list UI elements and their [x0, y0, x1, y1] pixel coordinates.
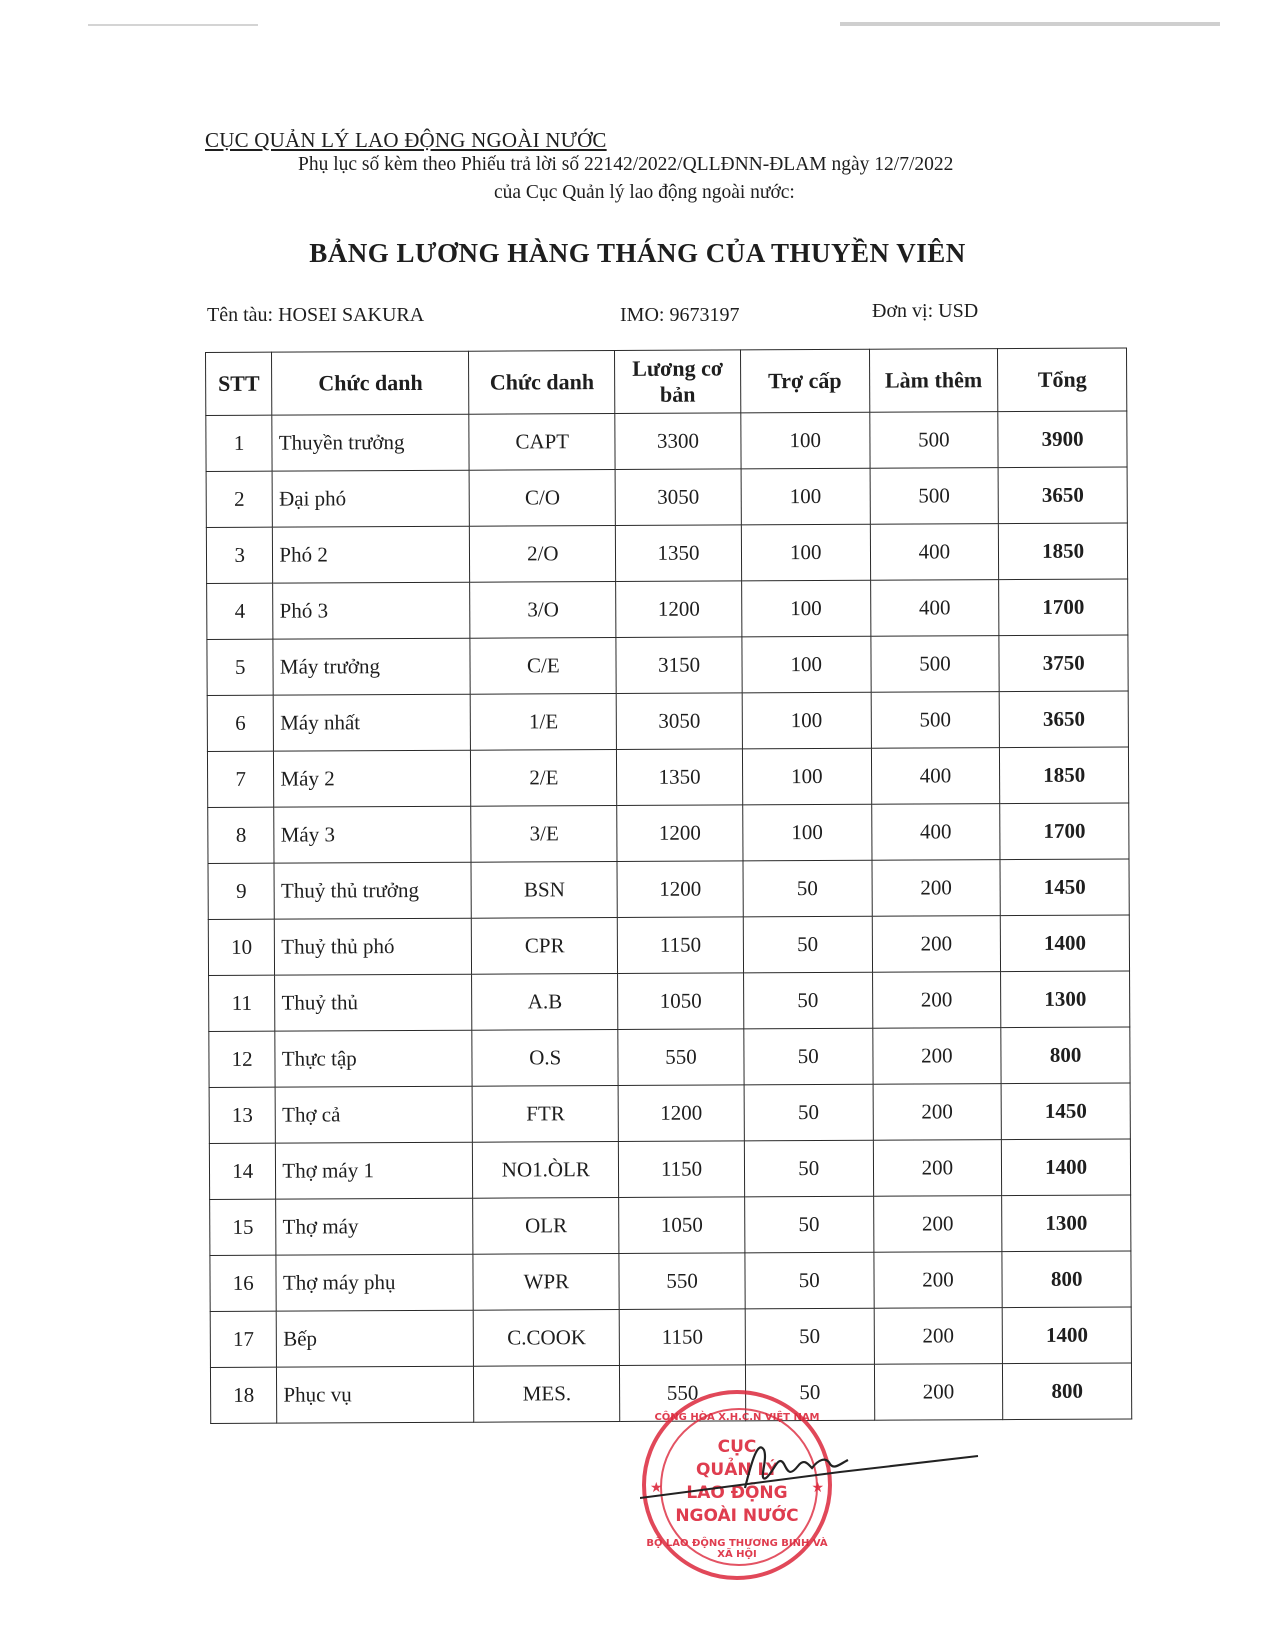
cell-total: 1700 [1000, 803, 1129, 860]
salary-table [205, 347, 1132, 1423]
cell-stt: 8 [208, 807, 275, 863]
table-row [209, 1083, 1130, 1144]
cell-allowance: 50 [743, 916, 872, 973]
appendix-line-2: của Cục Quản lý lao động ngoài nước: [494, 182, 795, 203]
cell-overtime: 500 [870, 636, 999, 693]
table-row [210, 1195, 1131, 1256]
table-row [208, 915, 1129, 976]
seal-star-icon: ★ [650, 1481, 663, 1496]
table-row [210, 1251, 1131, 1312]
cell-position-vn: Đại phó [272, 470, 469, 527]
cell-allowance: 50 [744, 1028, 873, 1085]
cell-basic-salary: 550 [620, 1365, 746, 1422]
cell-stt: 4 [207, 583, 274, 639]
cell-position-vn: Thuỷ thủ trưởng [274, 862, 471, 919]
cell-allowance: 100 [743, 804, 872, 861]
cell-allowance: 50 [744, 1084, 873, 1141]
cell-position-code: C/O [470, 469, 616, 526]
cell-overtime: 200 [872, 916, 1001, 973]
cell-basic-salary: 1050 [619, 1197, 745, 1254]
cell-position-code: 2/E [471, 749, 617, 806]
cell-total: 800 [1002, 1251, 1131, 1308]
imo-number: IMO: 9673197 [620, 304, 740, 326]
header-stt: STT [206, 352, 273, 415]
cell-total: 1850 [999, 523, 1128, 580]
table-row [206, 467, 1127, 528]
table-row [206, 523, 1127, 584]
cell-overtime: 200 [874, 1308, 1003, 1365]
cell-overtime: 200 [873, 1252, 1002, 1309]
cell-overtime: 500 [871, 692, 1000, 749]
cell-stt: 2 [206, 471, 273, 527]
cell-basic-salary: 1350 [616, 525, 742, 582]
cell-position-vn: Máy 3 [274, 806, 471, 863]
cell-basic-salary: 1150 [617, 917, 743, 974]
cell-overtime: 500 [869, 412, 998, 469]
table-row [207, 691, 1128, 752]
cell-position-vn: Thuỷ thủ phó [275, 918, 472, 975]
cell-overtime: 400 [871, 748, 1000, 805]
cell-overtime: 400 [870, 524, 999, 581]
cell-overtime: 200 [872, 1028, 1001, 1085]
appendix-line-1: Phụ lục số kèm theo Phiếu trả lời số 22142/2022/QLLĐNN-ĐLAM ngày 12/7/2022 [298, 154, 954, 175]
cell-allowance: 50 [745, 1196, 874, 1253]
seal-line: QUẢN LÝ [695, 1460, 779, 1480]
salary-table-body [206, 411, 1132, 1423]
table-row [210, 1307, 1131, 1368]
cell-basic-salary: 3050 [615, 469, 741, 526]
cell-position-code: A.B [472, 973, 618, 1030]
cell-stt: 1 [206, 415, 273, 471]
cell-total: 800 [1003, 1363, 1132, 1420]
ship-name: Tên tàu: HOSEI SAKURA [207, 304, 425, 326]
seal-line: LAO ĐỘNG [686, 1483, 788, 1503]
cell-overtime: 400 [871, 804, 1000, 861]
table-row [206, 411, 1127, 472]
cell-total: 1850 [1000, 747, 1129, 804]
agency-name: CỤC QUẢN LÝ LAO ĐỘNG NGOÀI NƯỚC [205, 128, 607, 152]
cell-stt: 11 [209, 975, 276, 1031]
cell-position-code: CPR [472, 917, 618, 974]
cell-position-vn: Thuyền trưởng [272, 414, 469, 471]
cell-allowance: 100 [741, 468, 870, 525]
cell-position-vn: Máy trưởng [273, 638, 470, 695]
cell-basic-salary: 1200 [618, 1085, 744, 1142]
cell-total: 1300 [1001, 971, 1130, 1028]
cell-allowance: 100 [742, 748, 871, 805]
cell-basic-salary: 550 [619, 1253, 745, 1310]
signature [640, 1420, 980, 1510]
scan-edge-right [840, 22, 1220, 26]
cell-position-vn: Phục vụ [277, 1366, 474, 1423]
cell-overtime: 200 [873, 1084, 1002, 1141]
cell-position-vn: Thuỷ thủ [275, 974, 472, 1031]
cell-basic-salary: 1200 [617, 861, 743, 918]
cell-stt: 13 [209, 1087, 276, 1143]
cell-stt: 16 [210, 1255, 277, 1311]
header-position-code: Chức danh [469, 350, 615, 414]
cell-stt: 12 [209, 1031, 276, 1087]
cell-position-vn: Thực tập [275, 1030, 472, 1087]
cell-position-code: C.COOK [474, 1309, 620, 1366]
cell-stt: 7 [207, 751, 274, 807]
cell-total: 3650 [999, 691, 1128, 748]
cell-total: 1450 [1001, 1083, 1130, 1140]
header-basic-salary: Lương cơ bản [615, 350, 741, 414]
cell-basic-salary: 550 [618, 1029, 744, 1086]
cell-position-code: C/E [470, 637, 616, 694]
cell-total: 1450 [1000, 859, 1129, 916]
cell-basic-salary: 3050 [616, 693, 742, 750]
header-total: Tổng [998, 348, 1127, 412]
cell-overtime: 200 [873, 1196, 1002, 1253]
cell-total: 3650 [998, 467, 1127, 524]
table-row [209, 971, 1130, 1032]
seal-star-icon: ★ [811, 1481, 824, 1496]
cell-stt: 10 [208, 919, 275, 975]
cell-basic-salary: 1050 [618, 973, 744, 1030]
cell-position-code: CAPT [469, 413, 615, 470]
cell-total: 3750 [999, 635, 1128, 692]
cell-position-code: WPR [473, 1253, 619, 1310]
cell-stt: 3 [206, 527, 273, 583]
cell-position-code: 2/O [470, 525, 616, 582]
cell-total: 800 [1001, 1027, 1130, 1084]
table-row [209, 1027, 1130, 1088]
cell-position-code: MES. [474, 1365, 620, 1422]
cell-allowance: 50 [743, 972, 872, 1029]
header-position-vn: Chức danh [272, 351, 469, 415]
cell-position-code: 3/E [471, 805, 617, 862]
seal-ring-top: CỘNG HÒA X.H.C.N VIỆT NAM [654, 1412, 820, 1423]
cell-total: 3900 [998, 411, 1127, 468]
cell-position-vn: Thợ cả [275, 1086, 472, 1143]
cell-stt: 9 [208, 863, 275, 919]
seal-line: NGOÀI NƯỚC [675, 1506, 799, 1526]
header-allowance: Trợ cấp [740, 349, 869, 413]
cell-allowance: 50 [745, 1252, 874, 1309]
cell-basic-salary: 3300 [615, 413, 741, 470]
cell-position-code: NO1.ÒLR [473, 1141, 619, 1198]
cell-position-vn: Bếp [277, 1310, 474, 1367]
cell-allowance: 50 [745, 1308, 874, 1365]
table-row [207, 635, 1128, 696]
seal-ring-bottom: BỘ LAO ĐỘNG THƯƠNG BINH VÀ XÃ HỘI [646, 1538, 828, 1560]
cell-allowance: 50 [745, 1364, 874, 1421]
cell-position-code: 1/E [471, 693, 617, 750]
cell-basic-salary: 1350 [617, 749, 743, 806]
cell-total: 1400 [1002, 1139, 1131, 1196]
seal-line: CỤC [717, 1437, 757, 1457]
cell-overtime: 500 [870, 468, 999, 525]
cell-basic-salary: 1150 [619, 1309, 745, 1366]
cell-allowance: 50 [743, 860, 872, 917]
cell-position-code: FTR [473, 1085, 619, 1142]
cell-position-vn: Thợ máy 1 [276, 1142, 473, 1199]
cell-position-vn: Phó 3 [273, 582, 470, 639]
cell-position-code: O.S [472, 1029, 618, 1086]
cell-stt: 17 [210, 1311, 277, 1367]
cell-allowance: 100 [742, 692, 871, 749]
table-row [207, 747, 1128, 808]
table-header-row [206, 348, 1127, 416]
cell-stt: 5 [207, 639, 274, 695]
cell-position-vn: Phó 2 [273, 526, 470, 583]
cell-total: 1700 [999, 579, 1128, 636]
table-row [209, 1139, 1130, 1200]
cell-total: 1400 [1002, 1307, 1131, 1364]
cell-allowance: 100 [742, 636, 871, 693]
cell-allowance: 100 [741, 412, 870, 469]
table-row [207, 579, 1128, 640]
cell-position-vn: Thợ máy phụ [276, 1254, 473, 1311]
cell-position-vn: Máy 2 [274, 750, 471, 807]
cell-overtime: 400 [870, 580, 999, 637]
cell-allowance: 100 [741, 580, 870, 637]
cell-overtime: 200 [874, 1364, 1003, 1421]
cell-basic-salary: 1200 [617, 805, 743, 862]
cell-stt: 18 [210, 1367, 277, 1423]
scan-edge-left [88, 24, 258, 26]
cell-position-code: 3/O [470, 581, 616, 638]
currency-unit: Đơn vị: USD [872, 300, 979, 322]
table-row [208, 859, 1129, 920]
cell-basic-salary: 1200 [616, 581, 742, 638]
cell-basic-salary: 3150 [616, 637, 742, 694]
table-row [208, 803, 1129, 864]
cell-position-vn: Thợ máy [276, 1198, 473, 1255]
cell-overtime: 200 [873, 1140, 1002, 1197]
cell-stt: 15 [210, 1199, 277, 1255]
cell-allowance: 100 [741, 524, 870, 581]
cell-position-vn: Máy nhất [274, 694, 471, 751]
cell-overtime: 200 [872, 972, 1001, 1029]
cell-total: 1300 [1002, 1195, 1131, 1252]
cell-position-code: BSN [471, 861, 617, 918]
cell-stt: 14 [209, 1143, 276, 1199]
header-overtime: Làm thêm [869, 349, 998, 413]
cell-position-code: OLR [473, 1197, 619, 1254]
cell-total: 1400 [1001, 915, 1130, 972]
cell-allowance: 50 [744, 1140, 873, 1197]
cell-basic-salary: 1150 [619, 1141, 745, 1198]
cell-stt: 6 [207, 695, 274, 751]
cell-overtime: 200 [872, 860, 1001, 917]
document-title: BẢNG LƯƠNG HÀNG THÁNG CỦA THUYỀN VIÊN [309, 238, 966, 268]
